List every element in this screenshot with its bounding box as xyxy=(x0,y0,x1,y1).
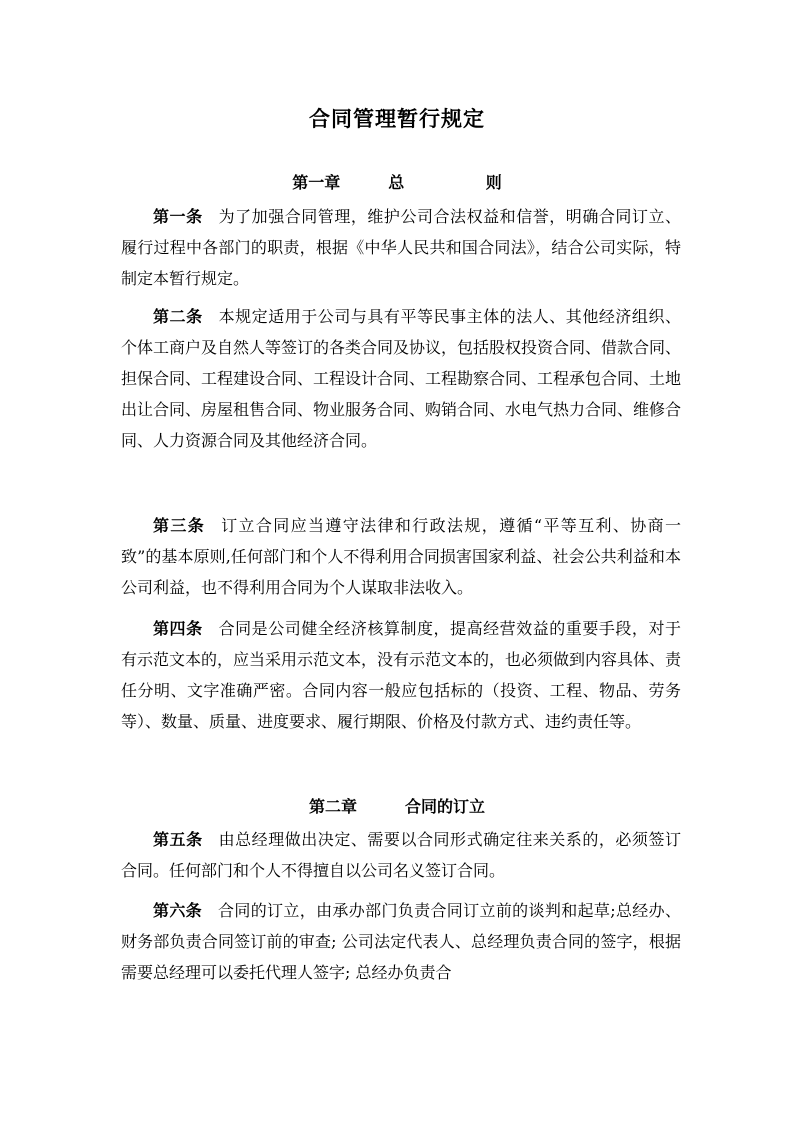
chapter-heading xyxy=(0,170,794,193)
chapter-name: 合同的订立 xyxy=(405,797,486,816)
article-label: 第六条 xyxy=(153,901,203,920)
article-paragraph xyxy=(121,510,681,603)
article-label: 第一条 xyxy=(153,207,203,226)
article-label: 第三条 xyxy=(153,516,206,535)
article-paragraph xyxy=(121,824,681,886)
article-label: 第二条 xyxy=(153,307,203,326)
article-text: 由总经理做出决定、需要以合同形式确定往来关系的，必须签订合同。任何部门和个人不得擅自以公司名义签订合同。 xyxy=(121,830,681,880)
article-text: 订立合同应当遵守法律和行政法规，遵循“平等互利、协商一致”的基本原则,任何部门和个人不得利用合同损害国家利益、社会公共利益和本公司利益，也不得利用合同为个人谋取非法收入。 xyxy=(121,516,681,597)
article-text: 为了加强合同管理，维护公司合法权益和信誉，明确合同订立、履行过程中各部门的职责，根据《中华人民共和国合同法》，结合公司实际，特制定本暂行规定。 xyxy=(121,207,681,288)
article-label: 第五条 xyxy=(153,830,203,849)
article-paragraph xyxy=(121,301,681,456)
chapter-heading xyxy=(0,794,794,817)
article-paragraph xyxy=(121,895,681,988)
article-paragraph xyxy=(121,613,681,737)
article-paragraph xyxy=(121,201,681,294)
document-title: 合同管理暂行规定 xyxy=(309,107,485,131)
chapter-number: 第二章 xyxy=(308,797,357,816)
article-text: 本规定适用于公司与具有平等民事主体的法人、其他经济组织、个体工商户及自然人等签订的各类合同及协议，包括股权投资合同、借款合同、担保合同、工程建设合同、工程设计合同、工程勘察合同、工程承包合同、土地出让合同、房屋租售合同、物业服务合同、购销合同、水电气热力合同、维修合同、人力资源合同及其他经济合同。 xyxy=(121,307,682,450)
article-label: 第四条 xyxy=(153,619,203,638)
chapter-number: 第一章 xyxy=(292,173,341,192)
chapter-name: 总 则 xyxy=(388,173,540,192)
article-text: 合同的订立，由承办部门负责合同订立前的谈判和起草;总经办、财务部负责合同签订前的审查; 公司法定代表人、总经理负责合同的签字，根据需要总经理可以委托代理人签字; 总经办负责合 xyxy=(121,901,681,982)
article-text: 合同是公司健全经济核算制度，提高经营效益的重要手段，对于有示范文本的，应当采用示范文本，没有示范文本的，也必须做到内容具体、责任分明、文字准确严密。合同内容一般应包括标的（投资、工程、物品、劳务等）、数量、质量、进度要求、履行期限、价格及付款方式、违约责任等。 xyxy=(121,619,682,731)
